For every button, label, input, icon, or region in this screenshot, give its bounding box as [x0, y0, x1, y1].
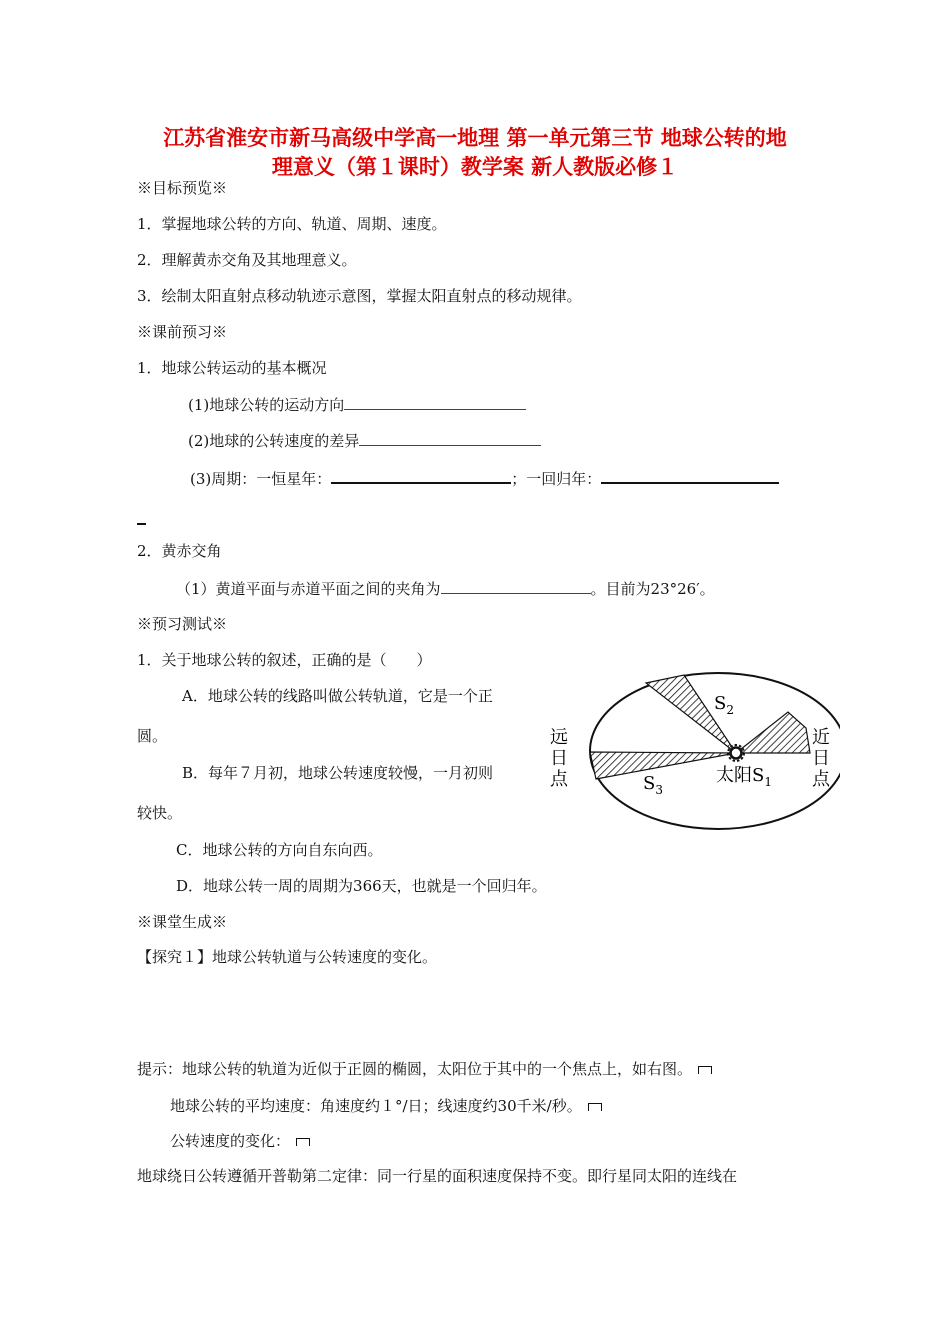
- average-speed-text: 地球公转的平均速度：角速度约１°/日；线速度约30千米/秒。: [170, 1097, 582, 1115]
- perihelion-label-char-1: 近: [812, 727, 830, 748]
- preview-item-2: 2．黄赤交角: [137, 542, 222, 560]
- aphelion-label-char-2: 日: [550, 748, 568, 769]
- option-a-line1: A．地球公转的线路叫做公转轨道，它是一个正: [182, 687, 493, 705]
- option-a-line2: 圆。: [137, 727, 168, 745]
- placeholder-mark: [698, 1066, 712, 1074]
- tropical-year-blank[interactable]: [601, 467, 779, 484]
- speed-change-line: [170, 1131, 310, 1151]
- preview-item-1-1: [188, 394, 526, 415]
- speed-difference-blank[interactable]: [359, 430, 541, 446]
- direction-blank[interactable]: [344, 394, 526, 410]
- obliquity-blank[interactable]: [441, 578, 591, 594]
- preview-item-1-3: [190, 467, 779, 489]
- hint-text: 提示：地球公转的轨道为近似于正圆的椭圆，太阳位于其中的一个焦点上，如右图。: [137, 1060, 693, 1078]
- perihelion-label-char-3: 点: [812, 769, 830, 790]
- tropical-year-label: ；一回归年：: [511, 470, 602, 488]
- class-heading: ※课堂生成※: [137, 913, 228, 931]
- hint-line: [137, 1059, 712, 1079]
- kepler-law-line: 地球绕日公转遵循开普勒第二定律：同一行星的面积速度保持不变。即行星同太阳的连线在: [137, 1167, 738, 1185]
- label-s3: $S_3$: [643, 773, 663, 797]
- sidereal-year-label: (3)周期：一恒星年：: [190, 470, 332, 488]
- preview-item-1-2: [188, 430, 541, 451]
- option-c: C．地球公转的方向自东向西。: [176, 841, 383, 859]
- orbit-diagram: [540, 665, 840, 830]
- test-heading: ※预习测试※: [137, 615, 228, 633]
- aphelion-label-char-3: 点: [550, 769, 568, 790]
- sector-s3: [590, 752, 736, 779]
- speed-change-text: 公转速度的变化：: [170, 1132, 291, 1150]
- option-d: D．地球公转一周的周期为366天，也就是一个回归年。: [176, 877, 547, 895]
- direction-label: (1)地球公转的运动方向: [188, 396, 345, 414]
- blank-continuation-mark: [137, 523, 146, 525]
- placeholder-mark: [588, 1103, 602, 1111]
- option-b-line1: B．每年７月初，地球公转速度较慢，一月初则: [182, 764, 494, 782]
- explore-1: 【探究１】地球公转轨道与公转速度的变化。: [137, 948, 438, 966]
- question-1: 1．关于地球公转的叙述，正确的是（ ）: [137, 651, 432, 669]
- sidereal-year-blank[interactable]: [331, 467, 511, 484]
- speed-difference-label: (2)地球的公转速度的差异: [188, 432, 360, 450]
- sector-s1: [736, 712, 810, 753]
- label-s2: $S_2$: [714, 693, 734, 717]
- goal-1: 1．掌握地球公转的方向、轨道、周期、速度。: [137, 215, 447, 233]
- document-title-line2: 理意义（第１课时）教学案 新人教版必修１: [271, 154, 679, 179]
- perihelion-label-char-2: 日: [812, 748, 830, 769]
- obliquity-label: （1）黄道平面与赤道平面之间的夹角为: [176, 580, 441, 598]
- average-speed-line: [170, 1096, 602, 1116]
- goals-heading: ※目标预览※: [137, 179, 228, 197]
- option-b-line2: 较快。: [137, 804, 183, 822]
- label-sun: 太阳$S_1$: [716, 765, 772, 789]
- preview-heading: ※课前预习※: [137, 323, 228, 341]
- preview-item-1: 1．地球公转运动的基本概况: [137, 359, 327, 377]
- goal-2: 2．理解黄赤交角及其地理意义。: [137, 251, 357, 269]
- preview-item-2-1: [176, 578, 715, 599]
- goal-3: 3．绘制太阳直射点移动轨迹示意图，掌握太阳直射点的移动规律。: [137, 287, 582, 305]
- placeholder-mark: [296, 1138, 310, 1146]
- obliquity-current-value: 。目前为23°26′。: [590, 580, 715, 598]
- aphelion-label-char-1: 远: [550, 727, 568, 748]
- document-title-line1: 江苏省淮安市新马高级中学高一地理 第一单元第三节 地球公转的地: [163, 125, 787, 150]
- sector-s2: [646, 675, 736, 753]
